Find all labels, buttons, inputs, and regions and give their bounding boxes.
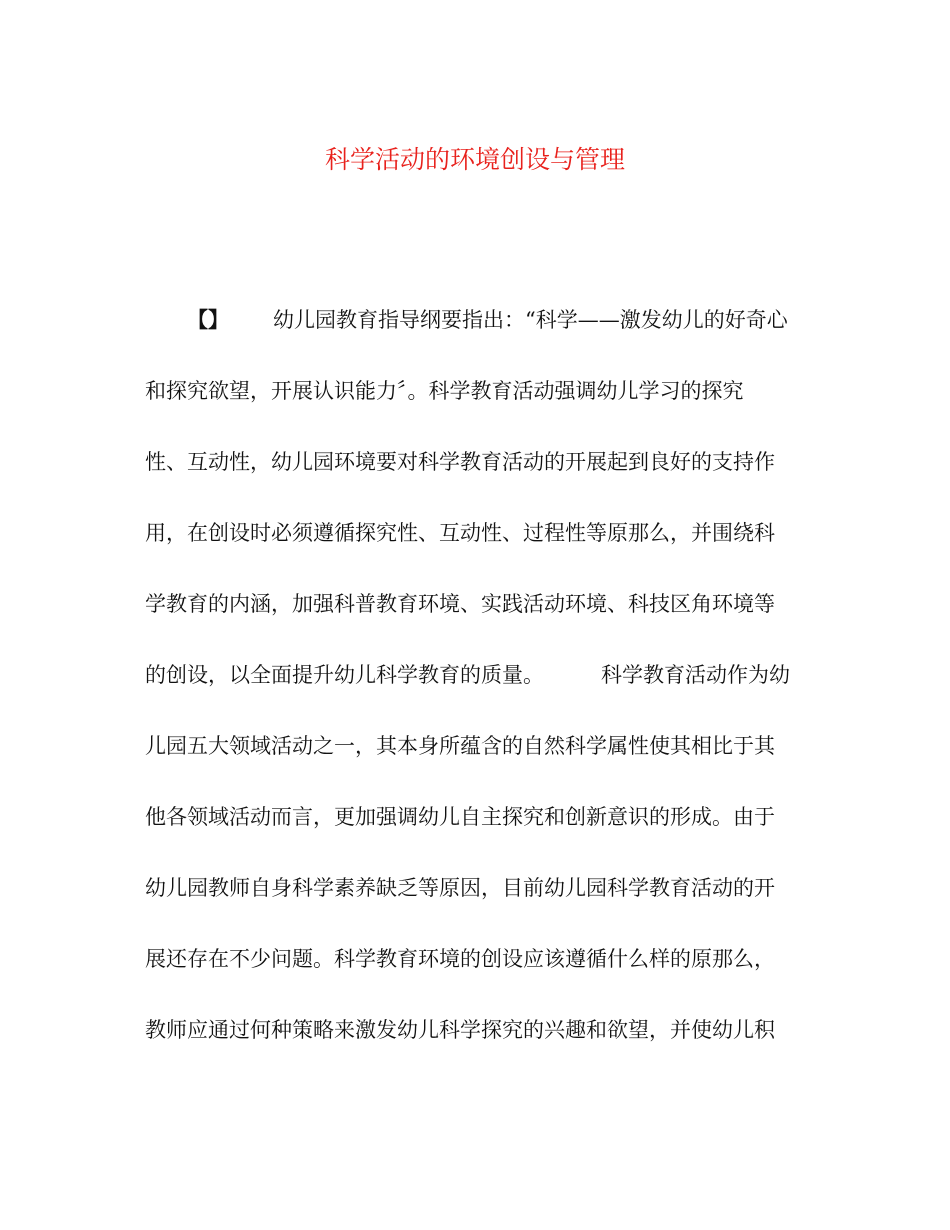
paragraph-line: 科学教育活动作为幼 — [601, 663, 790, 687]
paragraph-line: 性、互动性，幼儿园环境要对科学教育活动的开展起到良好的支持作 — [145, 450, 775, 474]
paragraph-line: 用，在创设时必须遵循探究性、互动性、过程性等原那么，并围绕科 — [145, 521, 775, 545]
paragraph-line: 儿园五大领域活动之一，其本身所蕴含的自然科学属性使其相比于其 — [145, 734, 775, 758]
bracket-marker: 【】 — [187, 308, 229, 332]
paragraph-line: 教师应通过何种策略来激发幼儿科学探究的兴趣和欲望，并使幼儿积 — [145, 1018, 775, 1042]
paragraph-line — [187, 300, 229, 340]
document-title: 科学活动的环境创设与管理 — [324, 145, 625, 174]
paragraph-line: 学教育的内涵，加强科普教育环境、实践活动环境、科技区角环境等 — [145, 592, 775, 616]
paragraph-line: 幼儿园教师自身科学素养缺乏等原因，目前幼儿园科学教育活动的开 — [145, 876, 775, 900]
paragraph-line: 他各领域活动而言，更加强调幼儿自主探究和创新意识的形成。由于 — [145, 805, 775, 829]
paragraph-line: 幼儿园教育指导纲要指出：“科学——激发幼儿的好奇心 — [273, 308, 788, 332]
paragraph-line: 的创设，以全面提升幼儿科学教育的质量。 — [145, 663, 544, 687]
paragraph-line: 展还存在不少问题。科学教育环境的创设应该遵循什么样的原那么， — [145, 947, 775, 971]
paragraph-line: 和探究欲望，开展认识能力〞。科学教育活动强调幼儿学习的探究 — [145, 379, 744, 403]
